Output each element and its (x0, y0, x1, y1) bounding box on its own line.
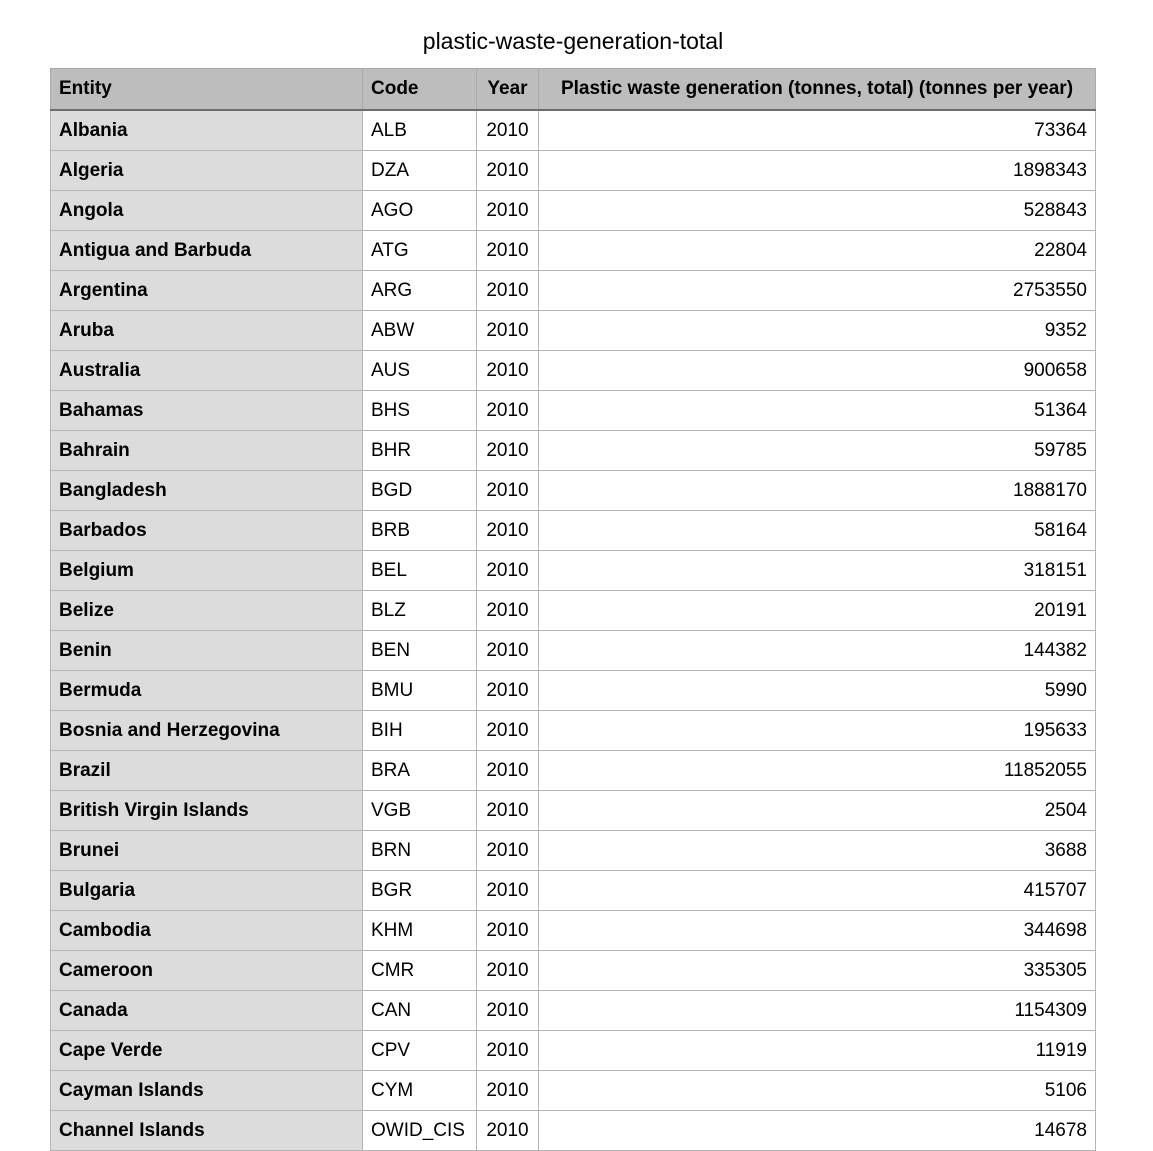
entity-cell[interactable]: Aruba (51, 311, 363, 351)
plastic-waste-cell[interactable]: 9352 (539, 311, 1096, 351)
year-cell[interactable]: 2010 (477, 711, 539, 751)
plastic-waste-cell[interactable]: 59785 (539, 431, 1096, 471)
code-cell[interactable]: ABW (363, 311, 477, 351)
table-row (51, 871, 1096, 911)
plastic-waste-cell[interactable]: 900658 (539, 351, 1096, 391)
year-cell[interactable]: 2010 (477, 791, 539, 831)
code-cell[interactable]: BEL (363, 551, 477, 591)
code-cell[interactable]: CYM (363, 1071, 477, 1111)
year-cell[interactable]: 2010 (477, 110, 539, 151)
code-cell[interactable]: AUS (363, 351, 477, 391)
code-cell[interactable]: VGB (363, 791, 477, 831)
entity-cell[interactable]: Belgium (51, 551, 363, 591)
code-cell[interactable]: BRA (363, 751, 477, 791)
code-cell[interactable]: OWID_CIS (363, 1111, 477, 1151)
entity-cell[interactable]: Brazil (51, 751, 363, 791)
year-cell[interactable]: 2010 (477, 1111, 539, 1151)
plastic-waste-cell[interactable]: 58164 (539, 511, 1096, 551)
plastic-waste-cell[interactable]: 144382 (539, 631, 1096, 671)
year-cell[interactable]: 2010 (477, 1031, 539, 1071)
column-header-code[interactable]: Code (363, 69, 477, 111)
entity-cell[interactable]: Albania (51, 110, 363, 151)
table-row (51, 1031, 1096, 1071)
entity-cell[interactable]: Australia (51, 351, 363, 391)
plastic-waste-cell[interactable]: 528843 (539, 191, 1096, 231)
plastic-waste-cell[interactable]: 195633 (539, 711, 1096, 751)
header-row (51, 69, 1096, 111)
entity-cell[interactable]: Bahrain (51, 431, 363, 471)
table-header (51, 69, 1096, 111)
year-cell[interactable]: 2010 (477, 311, 539, 351)
table-row (51, 791, 1096, 831)
plastic-waste-cell[interactable]: 5106 (539, 1071, 1096, 1111)
year-cell[interactable]: 2010 (477, 551, 539, 591)
table-body (51, 110, 1096, 1151)
plastic-waste-cell[interactable]: 2753550 (539, 271, 1096, 311)
code-cell[interactable]: ALB (363, 110, 477, 151)
code-cell[interactable]: BGD (363, 471, 477, 511)
entity-cell[interactable]: Bahamas (51, 391, 363, 431)
table-row (51, 511, 1096, 551)
entity-cell[interactable]: Brunei (51, 831, 363, 871)
plastic-waste-cell[interactable]: 11852055 (539, 751, 1096, 791)
year-cell[interactable]: 2010 (477, 151, 539, 191)
entity-cell[interactable]: Cape Verde (51, 1031, 363, 1071)
table-row (51, 631, 1096, 671)
entity-cell[interactable]: Benin (51, 631, 363, 671)
table-row (51, 831, 1096, 871)
table-row (51, 431, 1096, 471)
entity-cell[interactable]: Algeria (51, 151, 363, 191)
year-cell[interactable]: 2010 (477, 431, 539, 471)
code-cell[interactable]: BHR (363, 431, 477, 471)
year-cell[interactable]: 2010 (477, 391, 539, 431)
year-cell[interactable]: 2010 (477, 631, 539, 671)
table-row (51, 471, 1096, 511)
year-cell[interactable]: 2010 (477, 751, 539, 791)
table-row (51, 271, 1096, 311)
year-cell[interactable]: 2010 (477, 591, 539, 631)
code-cell[interactable]: BRB (363, 511, 477, 551)
plastic-waste-cell[interactable]: 318151 (539, 551, 1096, 591)
code-cell[interactable]: DZA (363, 151, 477, 191)
table-row (51, 711, 1096, 751)
table-row (51, 591, 1096, 631)
entity-cell[interactable]: British Virgin Islands (51, 791, 363, 831)
year-cell[interactable]: 2010 (477, 991, 539, 1031)
plastic-waste-cell[interactable]: 1154309 (539, 991, 1096, 1031)
code-cell[interactable]: ATG (363, 231, 477, 271)
column-header-entity[interactable]: Entity (51, 69, 363, 111)
plastic-waste-cell[interactable]: 11919 (539, 1031, 1096, 1071)
plastic-waste-cell[interactable]: 1888170 (539, 471, 1096, 511)
plastic-waste-cell[interactable]: 22804 (539, 231, 1096, 271)
entity-cell[interactable]: Cambodia (51, 911, 363, 951)
entity-cell[interactable]: Cameroon (51, 951, 363, 991)
entity-cell[interactable]: Canada (51, 991, 363, 1031)
year-cell[interactable]: 2010 (477, 271, 539, 311)
code-cell[interactable]: CAN (363, 991, 477, 1031)
plastic-waste-cell[interactable]: 344698 (539, 911, 1096, 951)
table-row (51, 351, 1096, 391)
year-cell[interactable]: 2010 (477, 871, 539, 911)
plastic-waste-cell[interactable]: 3688 (539, 831, 1096, 871)
year-cell[interactable]: 2010 (477, 911, 539, 951)
entity-cell[interactable]: Channel Islands (51, 1111, 363, 1151)
year-cell[interactable]: 2010 (477, 671, 539, 711)
plastic-waste-cell[interactable]: 14678 (539, 1111, 1096, 1151)
entity-cell[interactable]: Bangladesh (51, 471, 363, 511)
table-row (51, 911, 1096, 951)
entity-cell[interactable]: Angola (51, 191, 363, 231)
entity-cell[interactable]: Barbados (51, 511, 363, 551)
table-row (51, 991, 1096, 1031)
entity-cell[interactable]: Antigua and Barbuda (51, 231, 363, 271)
plastic-waste-cell[interactable]: 51364 (539, 391, 1096, 431)
year-cell[interactable]: 2010 (477, 831, 539, 871)
code-cell[interactable]: BRN (363, 831, 477, 871)
plastic-waste-cell[interactable]: 2504 (539, 791, 1096, 831)
table-row (51, 110, 1096, 151)
entity-cell[interactable]: Argentina (51, 271, 363, 311)
table-row (51, 671, 1096, 711)
entity-cell[interactable]: Belize (51, 591, 363, 631)
code-cell[interactable]: CMR (363, 951, 477, 991)
table-row (51, 1111, 1096, 1151)
year-cell[interactable]: 2010 (477, 1071, 539, 1111)
plastic-waste-cell[interactable]: 415707 (539, 871, 1096, 911)
table-row (51, 391, 1096, 431)
entity-cell[interactable]: Bosnia and Herzegovina (51, 711, 363, 751)
plastic-waste-cell[interactable]: 335305 (539, 951, 1096, 991)
plastic-waste-cell[interactable]: 1898343 (539, 151, 1096, 191)
table-row (51, 191, 1096, 231)
table-row (51, 151, 1096, 191)
plastic-waste-cell[interactable]: 20191 (539, 591, 1096, 631)
code-cell[interactable]: BMU (363, 671, 477, 711)
code-cell[interactable]: ARG (363, 271, 477, 311)
code-cell[interactable]: KHM (363, 911, 477, 951)
year-cell[interactable]: 2010 (477, 231, 539, 271)
code-cell[interactable]: BHS (363, 391, 477, 431)
year-cell[interactable]: 2010 (477, 191, 539, 231)
entity-cell[interactable]: Bermuda (51, 671, 363, 711)
code-cell[interactable]: BIH (363, 711, 477, 751)
plastic-waste-cell[interactable]: 5990 (539, 671, 1096, 711)
entity-cell[interactable]: Cayman Islands (51, 1071, 363, 1111)
column-header-plastic-waste[interactable]: Plastic waste generation (tonnes, total) (tonnes per year) (539, 69, 1096, 111)
code-cell[interactable]: CPV (363, 1031, 477, 1071)
code-cell[interactable]: BLZ (363, 591, 477, 631)
column-header-year[interactable]: Year (477, 69, 539, 111)
code-cell[interactable]: AGO (363, 191, 477, 231)
table-row (51, 551, 1096, 591)
year-cell[interactable]: 2010 (477, 471, 539, 511)
plastic-waste-cell[interactable]: 73364 (539, 110, 1096, 151)
entity-cell[interactable]: Bulgaria (51, 871, 363, 911)
page-title: plastic-waste-generation-total (422, 28, 724, 54)
year-cell[interactable]: 2010 (477, 351, 539, 391)
table-row (51, 951, 1096, 991)
code-cell[interactable]: BGR (363, 871, 477, 911)
data-table (50, 68, 1096, 1151)
year-cell[interactable]: 2010 (477, 511, 539, 551)
table-row (51, 231, 1096, 271)
table-row (51, 311, 1096, 351)
code-cell[interactable]: BEN (363, 631, 477, 671)
table-row (51, 751, 1096, 791)
table-row (51, 1071, 1096, 1111)
year-cell[interactable]: 2010 (477, 951, 539, 991)
